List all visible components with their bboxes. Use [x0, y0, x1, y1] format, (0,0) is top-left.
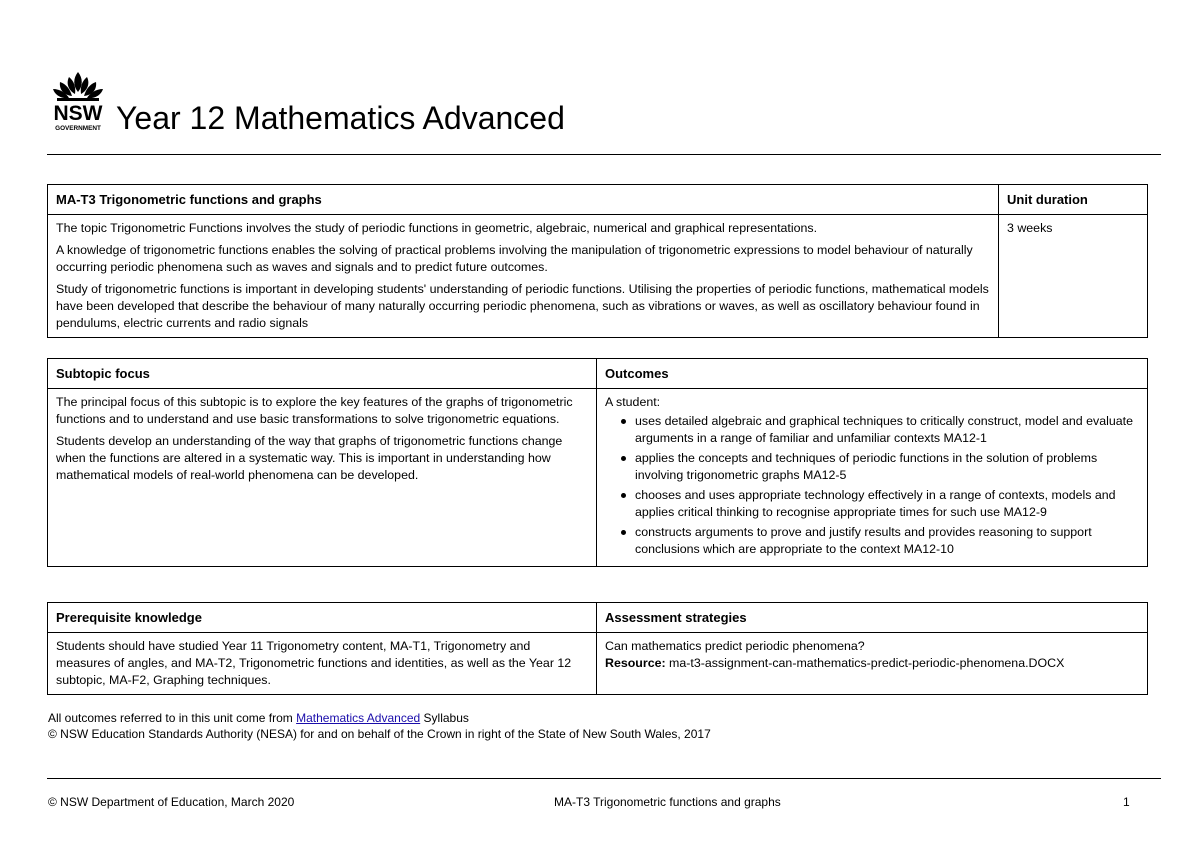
outcome-item: chooses and uses appropriate technology effectively in a range of contexts, models and applies critical thinking to recognise appropriate times for such use MA12-9	[627, 487, 1139, 521]
note-suffix: Syllabus	[420, 711, 469, 725]
prerequisite-heading: Prerequisite knowledge	[48, 603, 597, 633]
topic-table	[47, 184, 1148, 338]
page-title: Year 12 Mathematics Advanced	[116, 100, 565, 136]
footer-page-number: 1	[1123, 795, 1130, 809]
topic-paragraph: Study of trigonometric functions is important in developing students' understanding of periodic functions. Utilising the properties of periodic functions, mathematical models have been developed that describe the behaviour of many naturally occurring periodic phenomena, such as vibrations or waves, as well as oscillatory behaviour found in pendulums, electric currents and radio signals	[56, 282, 989, 330]
nsw-government-logo	[47, 68, 109, 134]
outcomes-body	[597, 389, 1148, 567]
assessment-heading: Assessment strategies	[597, 603, 1148, 633]
syllabus-notes	[48, 710, 711, 742]
focus-outcomes-table	[47, 358, 1148, 567]
logo-wordmark: NSW	[53, 102, 103, 125]
assessment-question: Can mathematics predict periodic phenomena?	[605, 639, 865, 653]
outcome-item: uses detailed algebraic and graphical techniques to critically construct, model and evaluate arguments in a range of familiar and unfamiliar contexts MA12-1	[627, 413, 1139, 447]
topic-description	[48, 215, 999, 338]
header-divider	[47, 154, 1161, 155]
prereq-assessment-table	[47, 602, 1148, 695]
resource-label: Resource:	[605, 656, 666, 670]
focus-paragraph: The principal focus of this subtopic is to explore the key features of the graphs of trigonometric functions and to understand and use basic transformations to solve trigonometric equations.	[56, 395, 573, 426]
outcomes-list	[605, 413, 1139, 558]
prerequisite-body: Students should have studied Year 11 Trigonometry content, MA-T1, Trigonometry and measures of angles, and MA-T2, Trigonometric functions and identities, as well as the Year 12 subtopic, MA-F2, Graphing techniques.	[48, 633, 597, 695]
logo-subtext: GOVERNMENT	[55, 125, 101, 132]
topic-paragraph: A knowledge of trigonometric functions enables the solving of practical problems involving the manipulation of trigonometric expressions to model behaviour of naturally occurring periodic phenomena such as waves and signals and to predict future outcomes.	[56, 243, 973, 274]
subtopic-focus-heading: Subtopic focus	[48, 359, 597, 389]
subtopic-focus-body	[48, 389, 597, 567]
mathematics-advanced-link[interactable]: Mathematics Advanced	[296, 711, 421, 725]
outcomes-intro: A student:	[605, 395, 661, 409]
assessment-body	[597, 633, 1148, 695]
focus-paragraph: Students develop an understanding of the way that graphs of trigonometric functions change when the functions are altered in a systematic way. This is important in understanding how mathematical models of real-world phenomena can be developed.	[56, 434, 563, 482]
note-prefix: All outcomes referred to in this unit come from	[48, 711, 297, 725]
unit-duration-heading: Unit duration	[999, 185, 1148, 215]
nesa-copyright: © NSW Education Standards Authority (NESA) for and on behalf of the Crown in right of the State of New South Wales, 2017	[48, 727, 711, 741]
footer-divider	[47, 778, 1161, 779]
resource-filename: ma-t3-assignment-can-mathematics-predict-periodic-phenomena.DOCX	[665, 656, 1065, 670]
footer-document-title: MA-T3 Trigonometric functions and graphs	[554, 795, 781, 809]
footer-copyright: © NSW Department of Education, March 2020	[48, 795, 295, 809]
outcomes-heading: Outcomes	[597, 359, 1148, 389]
unit-duration-value: 3 weeks	[999, 215, 1148, 338]
outcome-item: constructs arguments to prove and justify results and provides reasoning to support conclusions which are appropriate to the context MA12-10	[627, 524, 1139, 558]
topic-heading: MA-T3 Trigonometric functions and graphs	[48, 185, 999, 215]
topic-paragraph: The topic Trigonometric Functions involves the study of periodic functions in geometric, algebraic, numerical and graphical representations.	[56, 221, 818, 235]
syllabus-note	[48, 710, 711, 726]
outcome-item: applies the concepts and techniques of periodic functions in the solution of problems involving trigonometric graphs MA12-5	[627, 450, 1139, 484]
resource-line	[605, 655, 1139, 672]
